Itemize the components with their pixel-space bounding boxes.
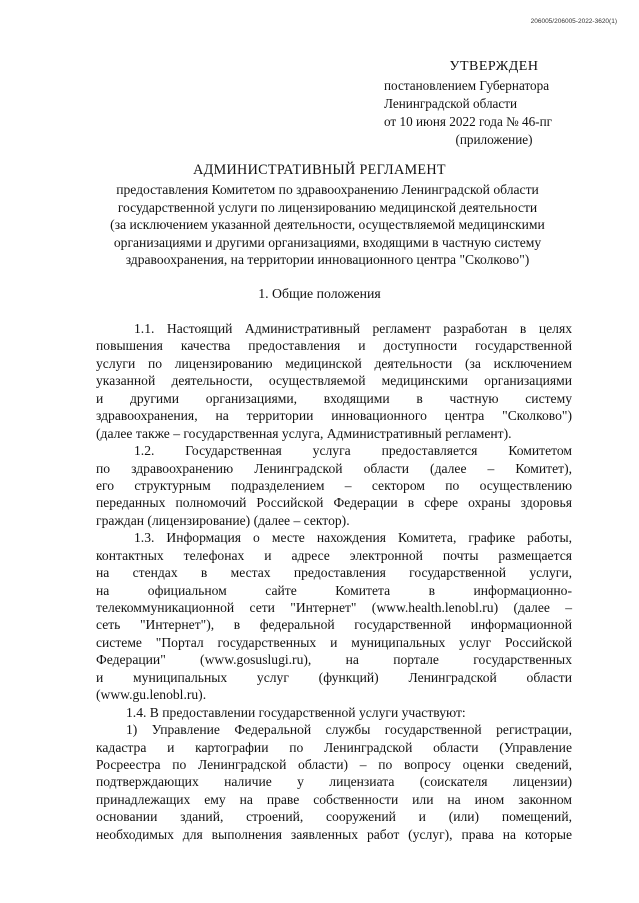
document-title: АДМИНИСТРАТИВНЫЙ РЕГЛАМЕНТ <box>193 162 446 178</box>
approval-block <box>384 58 604 149</box>
body-line: услуги по лицензированию медицинской деятельности (за исключением <box>96 355 572 371</box>
approval-line: Ленинградской области <box>384 96 518 111</box>
document-subtitle <box>76 181 579 269</box>
body-line: граждан (лицензирование) (далее – сектор). <box>96 512 350 528</box>
body-line: основании зданий, строений, сооружений и (или) помещений, <box>96 809 572 825</box>
body-line: повышения качества предоставления и доступности государственной <box>96 338 572 354</box>
body-line: и другими организациями, входящими в частную систему <box>96 390 572 406</box>
body-line: и муниципальных услуг (функций) Ленинградской области <box>96 669 572 685</box>
approval-heading: УТВЕРЖДЕН <box>449 59 539 74</box>
body-line: необходимых для выполнения заявленных работ (услуг), права на которые <box>96 826 572 842</box>
body-line: сеть "Интернет"), в федеральной государственной информационной <box>96 617 572 633</box>
subtitle-line: здравоохранения, на территории инновационного центра "Сколково") <box>125 252 530 268</box>
body-line: на стендах в местах предоставления государственной услуги, <box>96 565 572 581</box>
subtitle-line: государственной услуги по лицензированию медицинской деятельности <box>117 199 538 215</box>
body-line: Федерации" (www.gosuslugi.ru), на портале государственных <box>96 652 572 668</box>
subtitle-line: предоставления Комитетом по здравоохранению Ленинградской области <box>116 182 539 197</box>
body-line: (www.gu.lenobl.ru). <box>96 687 207 703</box>
body-line: принадлежащих ему на праве собственности или на ином законном <box>96 791 572 807</box>
approval-line: от 10 июня 2022 года № 46-пг <box>384 114 553 129</box>
body-line: указанной деятельности, осуществляемой медицинскими организациями <box>96 373 572 389</box>
subtitle-line: организациями и другими организациями, входящими в частную систему <box>113 234 542 250</box>
approval-line: (приложение) <box>455 132 533 147</box>
body-line: 1.1. Настоящий Административный регламент разработан в целях <box>134 321 572 336</box>
body-line: кадастра и картографии по Ленинградской области (Управление <box>96 739 572 755</box>
document-id: 206005/206005-2022-3620(1) <box>530 18 617 25</box>
body-line: здравоохранения, на территории инновационного центра "Сколково") <box>96 408 572 424</box>
body-line: 1.3. Информация о месте нахождения Комитета, графике работы, <box>134 530 572 546</box>
approval-line: постановлением Губернатора <box>384 78 550 93</box>
body-line: Росреестра по Ленинградской области) – по вопросу оценки сведений, <box>96 756 572 772</box>
body-line: на официальном сайте Комитета в информационно- <box>96 582 572 598</box>
body-line: контактных телефонах и адресе электронной почты размещается <box>96 547 572 563</box>
body-line: 1) Управление Федеральной службы государственной регистрации, <box>126 722 572 738</box>
document-body <box>96 320 572 843</box>
subtitle-line: (за исключением указанной деятельности, осуществляемой медицинскими <box>110 217 545 233</box>
body-line: переданных полномочий Российской Федерации в сфере охраны здоровья <box>96 495 572 511</box>
body-line: 1.4. В предоставлении государственной услуги участвуют: <box>126 704 466 720</box>
section-title: 1. Общие положения <box>258 286 381 301</box>
body-line: телекоммуникационной сети "Интернет" (www.health.lenobl.ru) (далее – <box>96 600 572 615</box>
body-line: подтверждающих наличие у лицензиата (соискателя лицензии) <box>96 774 572 790</box>
body-line: (далее также – государственная услуга, Административный регламент). <box>96 425 512 441</box>
body-line: его структурным подразделением – сектором по осуществлению <box>96 477 572 493</box>
body-line: по здравоохранению Ленинградской области (далее – Комитет), <box>96 460 572 476</box>
body-line: системе "Портал государственных и муниципальных услуг Российской <box>96 634 572 650</box>
body-line: 1.2. Государственная услуга предоставляется Комитетом <box>134 443 572 459</box>
